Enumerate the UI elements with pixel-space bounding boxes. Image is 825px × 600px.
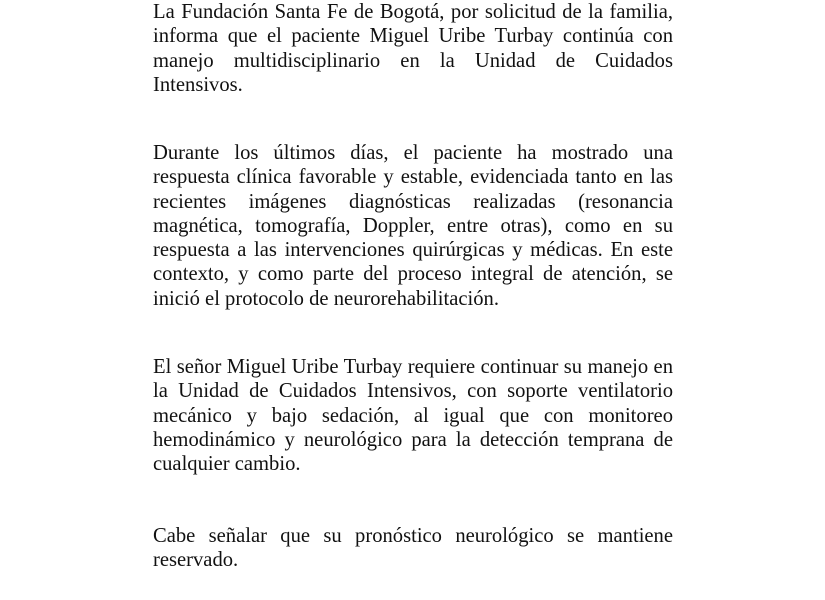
paragraph-prognosis: Cabe señalar que su pronóstico neurológico se mantiene reservado. [153, 525, 673, 572]
paragraph-clinical-response: Durante los últimos días, el paciente ha mostrado una respuesta clínica favorable y estable, evidenciada tanto en las recientes imágenes diagnósticas realizadas (resonancia magnética, tomografía, Doppler, entre otras), como en su respuesta a las intervenciones quirúrgicas y médicas. En este contexto, y como parte del proceso integral de atención, se inició el protocolo de neurorehabilitación. [153, 142, 673, 310]
paragraph-icu-requirements: El señor Miguel Uribe Turbay requiere continuar su manejo en la Unidad de Cuidados Intensivos, con soporte ventilatorio mecánico y bajo sedación, al igual que con monitoreo hemodinámico y neurológico para la detección temprana de cualquier cambio. [153, 356, 673, 476]
paragraph-patient-status: La Fundación Santa Fe de Bogotá, por solicitud de la familia, informa que el paciente Miguel Uribe Turbay continúa con manejo multidisciplinario en la Unidad de Cuidados Intensivos. [153, 1, 673, 96]
